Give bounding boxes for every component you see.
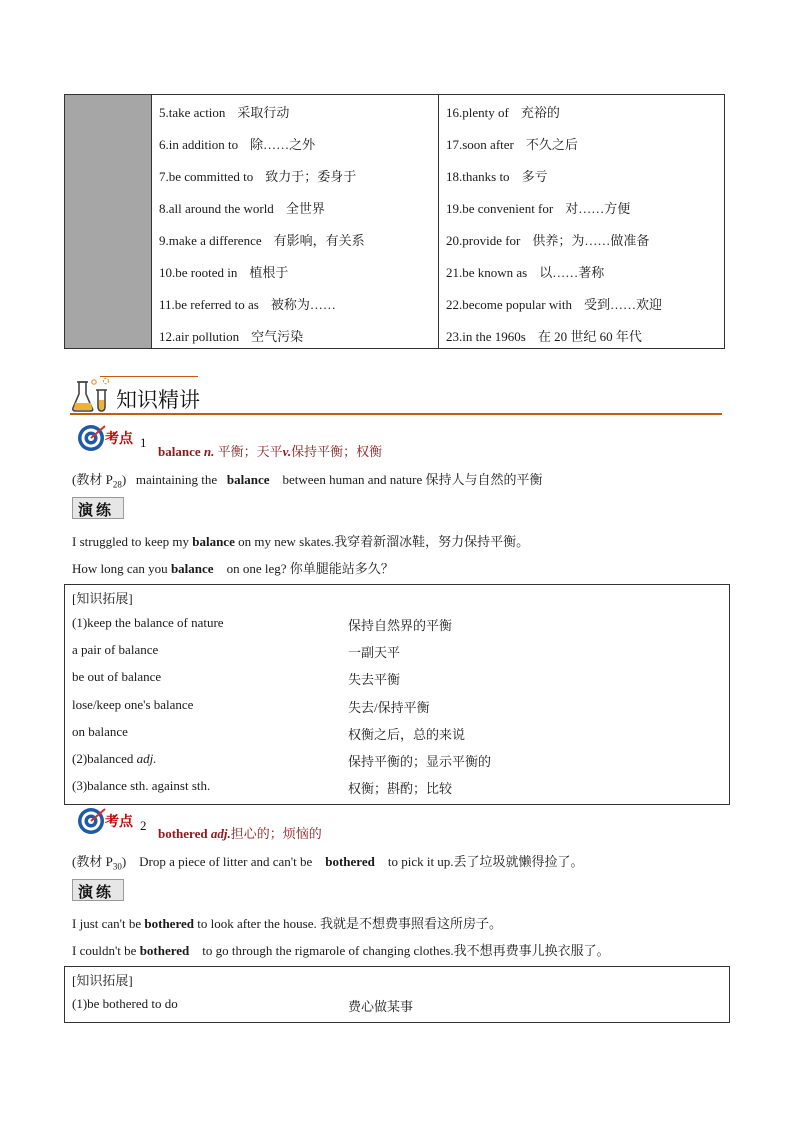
extension-box-1 — [64, 584, 730, 805]
phrase-zh: 以……著称 — [539, 265, 605, 280]
extension-en: on balance — [72, 723, 128, 739]
phrase-en: 18.thanks to — [446, 169, 510, 184]
example-post: on my new skates.我穿着新溜冰鞋，努力保持平衡。 — [238, 534, 530, 549]
phrase-en: 16.plenty of — [446, 105, 509, 120]
phrase-en: 5.take action — [159, 105, 226, 120]
table-gray-column — [65, 95, 152, 348]
kaodian-badge-2 — [74, 806, 162, 836]
phrase-row — [446, 134, 578, 153]
extension-en: a pair of balance — [72, 642, 159, 658]
phrase-zh: 被称为…… — [270, 297, 336, 312]
phrase-en: 11.be referred to as — [159, 297, 259, 312]
source-sentence-post: to pick it up.丢了垃圾就懒得捡了。 — [387, 854, 584, 869]
phrase-row — [159, 102, 289, 121]
example-4 — [72, 940, 610, 959]
phrase-row — [446, 166, 548, 185]
phrase-zh: 采取行动 — [237, 105, 290, 120]
phrase-en: 19.be convenient for — [446, 201, 554, 216]
source-keyword: balance — [226, 472, 270, 487]
extension-en: (1)keep the balance of nature — [72, 615, 224, 630]
part-of-speech-2: v. — [282, 444, 292, 459]
meaning: 平衡；天平 — [217, 444, 283, 459]
extension-en — [72, 751, 156, 767]
phrase-en: 12.air pollution — [159, 329, 240, 344]
example-keyword: bothered — [139, 943, 190, 958]
phrase-zh: 植根于 — [249, 265, 289, 280]
phrase-table — [64, 94, 725, 349]
phrase-en: 8.all around the world — [159, 201, 274, 216]
extension-box-2 — [64, 966, 730, 1023]
extension-zh: 保持自然界的平衡 — [348, 618, 453, 633]
kaodian-label: 考点 — [105, 814, 133, 830]
phrase-zh: 供养；为……做准备 — [532, 233, 650, 248]
phrase-row — [159, 166, 356, 185]
example-2 — [72, 558, 394, 577]
meaning: 担心的；烦恼的 — [230, 826, 322, 841]
example-keyword: balance — [192, 534, 235, 549]
phrase-en: 21.be known as — [446, 265, 528, 280]
part-of-speech: adj. — [210, 826, 231, 841]
source-close: ) — [121, 854, 127, 869]
headword: bothered — [158, 826, 208, 841]
extension-zh: 失去平衡 — [348, 672, 401, 688]
phrase-en: 7.be committed to — [159, 169, 254, 184]
example-pre: I couldn't be — [72, 943, 137, 958]
extension-zh: 权衡；斟酌；比较 — [348, 781, 453, 797]
extension-en-pos: adj. — [136, 751, 157, 766]
kaodian-number: 1 — [140, 435, 147, 450]
phrase-zh: 空气污染 — [251, 329, 304, 344]
phrase-en: 23.in the 1960s — [446, 329, 526, 344]
example-pre: I struggled to keep my — [72, 534, 189, 549]
phrase-row — [446, 102, 560, 121]
example-1 — [72, 531, 529, 550]
table-divider — [438, 95, 439, 348]
phrase-row — [446, 230, 649, 249]
phrase-row — [159, 134, 315, 153]
example-post: to go through the rigmarole of changing clothes.我不想再费事儿换衣服了。 — [202, 943, 610, 958]
section-header — [70, 376, 722, 416]
example-keyword: bothered — [144, 916, 194, 931]
phrase-zh: 充裕的 — [520, 105, 560, 120]
phrase-en: 20.provide for — [446, 233, 521, 248]
phrase-row — [159, 198, 325, 217]
source-page: 30 — [112, 861, 122, 872]
example-post: on one leg? 你单腿能站多久？ — [226, 561, 394, 576]
extension-en-text: (2)balanced — [72, 751, 137, 766]
source-sentence-post: between human and nature 保持人与自然的平衡 — [282, 472, 543, 487]
phrase-row — [446, 198, 630, 217]
source-sentence-pre: maintaining the — [135, 472, 218, 487]
practice-badge-2 — [72, 879, 124, 901]
phrase-zh: 多亏 — [521, 169, 548, 184]
headword-line-2 — [158, 823, 322, 842]
section-title: 知识精讲 — [116, 388, 200, 412]
phrase-en: 10.be rooted in — [159, 265, 238, 280]
extension-zh: 权衡之后，总的来说 — [348, 726, 466, 742]
phrase-zh: 受到……欢迎 — [584, 297, 663, 312]
phrase-zh: 有影响，有关系 — [273, 233, 365, 248]
source-label: (教材 P — [72, 854, 113, 869]
phrase-zh: 致力于；委身于 — [265, 169, 357, 184]
source-line-1 — [72, 469, 542, 490]
source-sentence-pre: Drop a piece of litter and can't be — [139, 854, 313, 869]
source-line-2 — [72, 851, 584, 872]
kaodian-label: 考点 — [105, 431, 133, 447]
phrase-zh: 全世界 — [285, 201, 325, 216]
kaodian-number: 2 — [140, 818, 147, 833]
phrase-en: 9.make a difference — [159, 233, 262, 248]
headword-line-1 — [158, 441, 382, 460]
phrase-row — [446, 294, 662, 313]
example-keyword: balance — [170, 561, 214, 576]
phrase-row — [159, 230, 365, 249]
extension-en: (3)balance sth. against sth. — [72, 778, 211, 794]
part-of-speech: n. — [203, 444, 215, 459]
flask-icon — [70, 376, 114, 414]
headword: balance — [158, 444, 201, 459]
meaning-2: 保持平衡；权衡 — [291, 444, 383, 459]
example-post: to look after the house. 我就是不想费事照看这所房子。 — [197, 916, 502, 931]
extension-title: [知识拓展] — [72, 973, 133, 988]
extension-zh: 失去/保持平衡 — [348, 699, 430, 715]
extension-zh: 保持平衡的；显示平衡的 — [348, 754, 492, 769]
phrase-zh: 在 20 世纪 60 年代 — [537, 329, 642, 344]
example-pre: I just can't be — [72, 916, 142, 931]
phrase-row — [159, 294, 336, 313]
practice-badge-1 — [72, 497, 124, 519]
phrase-en: 17.soon after — [446, 137, 514, 152]
practice-label: 演练 — [78, 883, 115, 901]
phrase-row — [446, 262, 604, 281]
phrase-en: 22.become popular with — [446, 297, 572, 312]
source-page: 28 — [112, 479, 122, 490]
extension-en: (1)be bothered to do — [72, 996, 178, 1011]
extension-zh: 一副天平 — [348, 645, 401, 661]
source-keyword: bothered — [325, 854, 375, 869]
extension-en: lose/keep one's balance — [72, 696, 194, 712]
phrase-zh: 对……方便 — [565, 201, 631, 216]
phrase-zh: 除……之外 — [250, 137, 316, 152]
header-top-rule — [100, 376, 198, 377]
phrase-en: 6.in addition to — [159, 137, 239, 152]
example-3 — [72, 913, 502, 932]
target-icon — [76, 806, 108, 836]
phrase-row — [159, 326, 303, 345]
phrase-zh: 不久之后 — [525, 137, 578, 152]
phrase-row — [446, 326, 642, 345]
example-pre: How long can you — [72, 561, 168, 576]
extension-zh: 费心做某事 — [348, 999, 414, 1014]
target-icon — [76, 423, 108, 453]
practice-label: 演练 — [78, 501, 115, 519]
header-bottom-rule — [70, 413, 722, 415]
source-label: (教材 P — [72, 472, 113, 487]
source-close: ) — [121, 472, 127, 487]
extension-title: [知识拓展] — [72, 591, 133, 606]
kaodian-badge-1 — [74, 423, 162, 453]
extension-en: be out of balance — [72, 669, 162, 685]
phrase-row — [159, 262, 288, 281]
